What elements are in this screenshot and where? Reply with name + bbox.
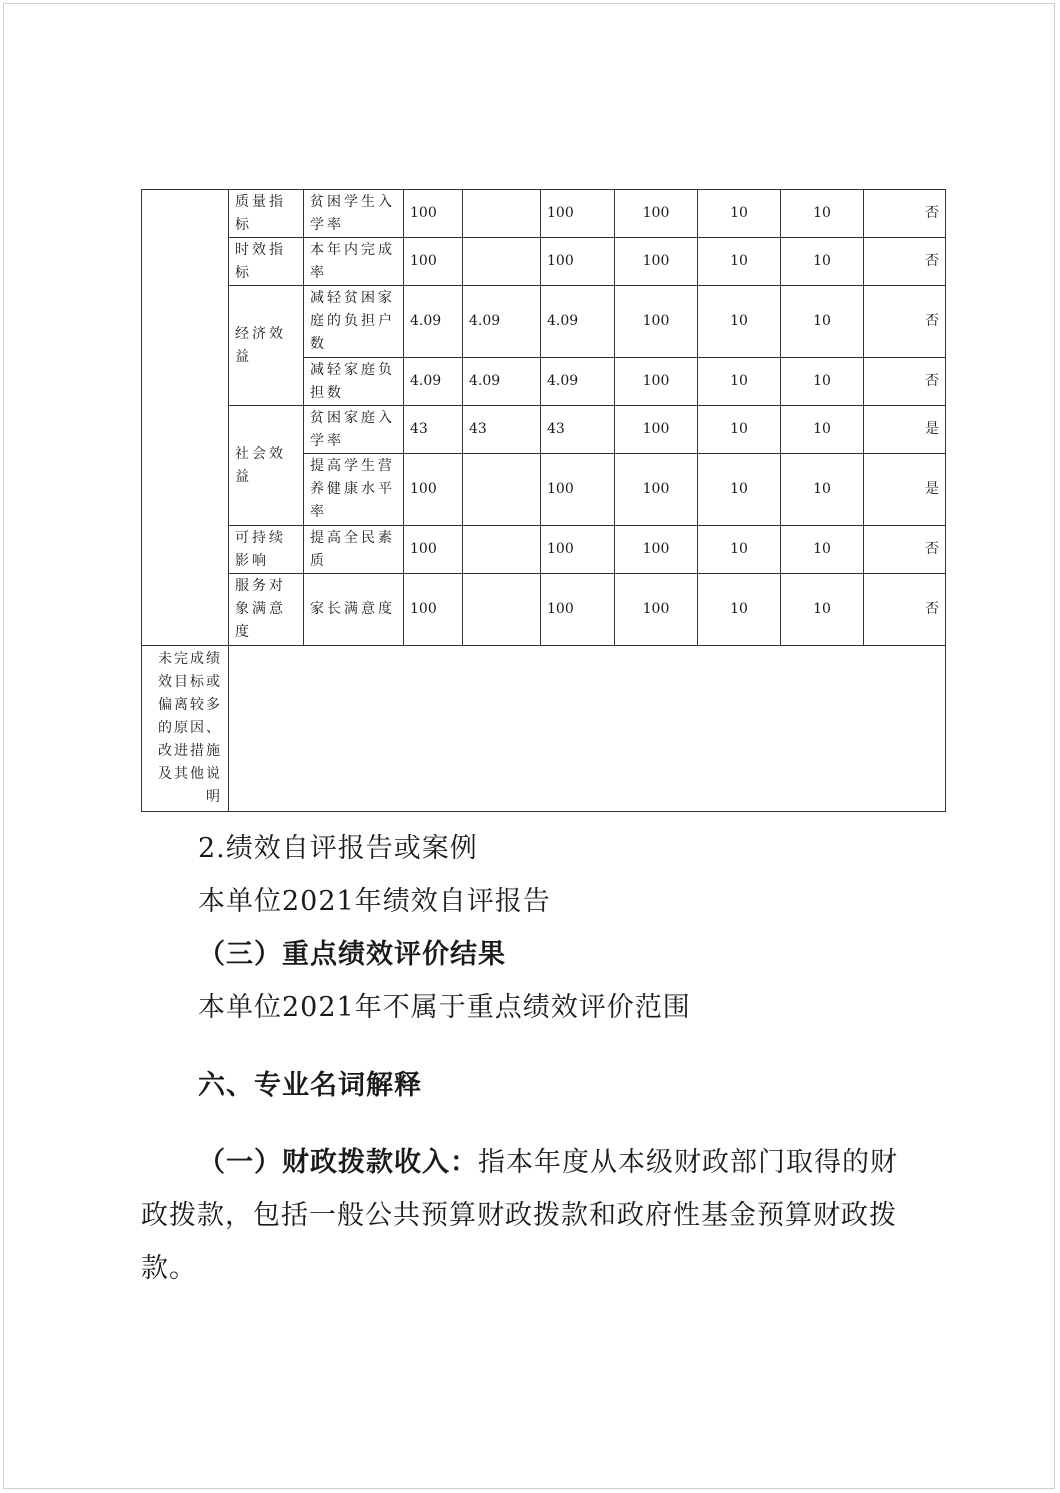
yes-no-cell: 是 — [864, 454, 946, 526]
sub-category-cell: 质量指标 — [229, 190, 304, 238]
value-cell: 10 — [781, 358, 864, 406]
value-cell: 4.09 — [404, 358, 463, 406]
value-cell: 4.09 — [541, 286, 615, 358]
value-cell: 100 — [541, 454, 615, 526]
value-cell: 10 — [698, 574, 781, 646]
value-cell: 43 — [463, 406, 541, 454]
value-cell: 10 — [698, 190, 781, 238]
value-cell: 100 — [615, 454, 698, 526]
section3-text: 本单位2021年不属于重点绩效评价范围 — [198, 992, 691, 1023]
value-cell: 100 — [615, 574, 698, 646]
value-cell: 100 — [615, 238, 698, 286]
indicator-cell: 本年内完成率 — [304, 238, 404, 286]
merged-category-cell — [142, 190, 229, 646]
value-cell — [463, 526, 541, 574]
note-row — [142, 646, 946, 812]
table-row — [142, 238, 946, 286]
value-cell: 10 — [781, 406, 864, 454]
value-cell: 10 — [698, 238, 781, 286]
term1-paragraph-line3: 款。 — [141, 1253, 197, 1284]
value-cell: 100 — [615, 406, 698, 454]
value-cell: 100 — [615, 358, 698, 406]
sub-category-cell: 社会效益 — [229, 406, 304, 526]
table-row — [142, 406, 946, 454]
indicator-cell: 提高学生营养健康水平率 — [304, 454, 404, 526]
value-cell: 4.09 — [463, 358, 541, 406]
value-cell: 100 — [615, 286, 698, 358]
term1-paragraph-line2: 政拨款，包括一般公共预算财政拨款和政府性基金预算财政拨 — [141, 1200, 897, 1231]
value-cell: 10 — [781, 526, 864, 574]
performance-table — [141, 189, 946, 812]
sub-category-cell: 时效指标 — [229, 238, 304, 286]
indicator-cell: 贫困家庭入学率 — [304, 406, 404, 454]
value-cell: 100 — [404, 238, 463, 286]
value-cell: 10 — [781, 454, 864, 526]
yes-no-cell: 否 — [864, 286, 946, 358]
table-row — [142, 190, 946, 238]
value-cell: 10 — [698, 526, 781, 574]
yes-no-cell: 否 — [864, 238, 946, 286]
section3-heading: （三）重点绩效评价结果 — [198, 939, 506, 970]
value-cell — [463, 454, 541, 526]
note-content-cell — [229, 646, 946, 812]
item2-heading: 2.绩效自评报告或案例 — [198, 833, 478, 864]
value-cell: 10 — [781, 286, 864, 358]
value-cell: 4.09 — [541, 358, 615, 406]
indicator-cell: 减轻家庭负担数 — [304, 358, 404, 406]
value-cell: 100 — [404, 454, 463, 526]
value-cell — [463, 190, 541, 238]
value-cell: 100 — [615, 526, 698, 574]
yes-no-cell: 是 — [864, 406, 946, 454]
value-cell — [463, 574, 541, 646]
term1-paragraph-line1 — [198, 1140, 918, 1179]
sub-category-cell: 可持续影响 — [229, 526, 304, 574]
value-cell: 10 — [698, 406, 781, 454]
value-cell: 10 — [781, 574, 864, 646]
table-row — [142, 526, 946, 574]
value-cell: 10 — [698, 454, 781, 526]
indicator-cell: 提高全民素质 — [304, 526, 404, 574]
value-cell: 10 — [698, 286, 781, 358]
value-cell: 10 — [781, 190, 864, 238]
note-label-cell: 未完成绩效目标或偏离较多的原因、改进措施及其他说明 — [142, 646, 229, 812]
table-row — [142, 286, 946, 358]
value-cell: 4.09 — [463, 286, 541, 358]
value-cell: 100 — [541, 190, 615, 238]
self-evaluation-report: 本单位2021年绩效自评报告 — [198, 886, 551, 917]
value-cell — [463, 238, 541, 286]
value-cell: 10 — [698, 358, 781, 406]
yes-no-cell: 否 — [864, 574, 946, 646]
sub-category-cell: 经济效益 — [229, 286, 304, 406]
value-cell: 100 — [541, 238, 615, 286]
value-cell: 43 — [404, 406, 463, 454]
term1-text: 指本年度从本级财政部门取得的财 — [478, 1147, 898, 1178]
value-cell: 100 — [541, 526, 615, 574]
yes-no-cell: 否 — [864, 358, 946, 406]
sub-category-cell: 服务对象满意度 — [229, 574, 304, 646]
term1-title: （一）财政拨款收入： — [198, 1147, 478, 1178]
value-cell: 100 — [541, 574, 615, 646]
value-cell: 100 — [404, 526, 463, 574]
value-cell: 10 — [781, 238, 864, 286]
value-cell: 100 — [404, 574, 463, 646]
section6-heading: 六、专业名词解释 — [198, 1070, 422, 1101]
value-cell: 100 — [615, 190, 698, 238]
indicator-cell: 贫困学生入学率 — [304, 190, 404, 238]
value-cell: 43 — [541, 406, 615, 454]
indicator-cell: 家长满意度 — [304, 574, 404, 646]
value-cell: 4.09 — [404, 286, 463, 358]
indicator-cell: 减轻贫困家庭的负担户数 — [304, 286, 404, 358]
table-row — [142, 574, 946, 646]
value-cell: 100 — [404, 190, 463, 238]
yes-no-cell: 否 — [864, 526, 946, 574]
yes-no-cell: 否 — [864, 190, 946, 238]
